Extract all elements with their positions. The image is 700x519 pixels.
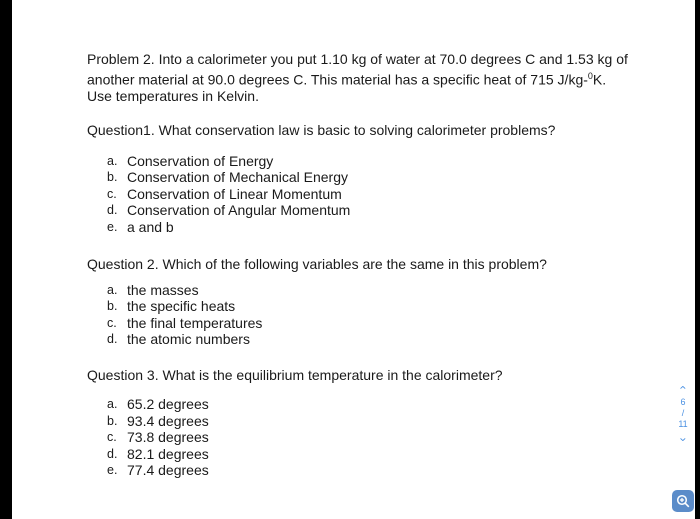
problem-line-3: Use temperatures in Kelvin.: [87, 87, 259, 104]
option: b. 93.4 degrees: [107, 412, 209, 429]
total-pages: 11: [678, 419, 688, 429]
option: e. a and b: [107, 218, 174, 235]
option: b. the specific heats: [107, 298, 236, 315]
current-page: 6: [680, 397, 686, 407]
page-separator: /: [681, 408, 685, 418]
option: e. 77.4 degrees: [107, 462, 209, 479]
option: a. 65.2 degrees: [107, 396, 209, 413]
problem-line-2: another material at 90.0 degrees C. This material has a specific heat of 715 J/kg-$^0$K.: [87, 70, 607, 88]
option: c. 73.8 degrees: [107, 429, 209, 446]
option: b. Conservation of Mechanical Energy: [107, 169, 349, 186]
chevron-down-icon[interactable]: ›: [676, 437, 691, 442]
option: d. 82.1 degrees: [107, 445, 209, 462]
question-3-options: [87, 396, 647, 479]
right-edge-bar: [695, 0, 700, 519]
chevron-up-icon[interactable]: ‹: [676, 385, 691, 390]
question-3-text: Question 3. What is the equilibrium temperature in the calorimeter?: [87, 366, 503, 383]
problem-line-1: Problem 2. Into a calorimeter you put 1.10 kg of water at 70.0 degrees C and 1.53 kg of: [87, 51, 628, 67]
option: a. the masses: [107, 281, 199, 298]
left-edge-bar: [0, 0, 12, 519]
problem-statement: [87, 51, 647, 104]
zoom-in-button[interactable]: [672, 490, 694, 512]
option: d. Conservation of Angular Momentum: [107, 202, 351, 219]
page-navigator: [674, 378, 692, 449]
question-2-text: Question 2. Which of the following variables are the same in this problem?: [87, 256, 547, 273]
option: c. Conservation of Linear Momentum: [107, 185, 342, 202]
document-body: [87, 51, 647, 479]
question-2-options: [87, 282, 647, 348]
option: d. the atomic numbers: [107, 331, 250, 348]
option: a. Conservation of Energy: [107, 152, 274, 169]
zoom-in-icon: [676, 494, 690, 508]
question-1-text: Question1. What conservation law is basic to solving calorimeter problems?: [87, 122, 556, 139]
question-1-options: [87, 153, 647, 236]
option: c. the final temperatures: [107, 314, 263, 331]
